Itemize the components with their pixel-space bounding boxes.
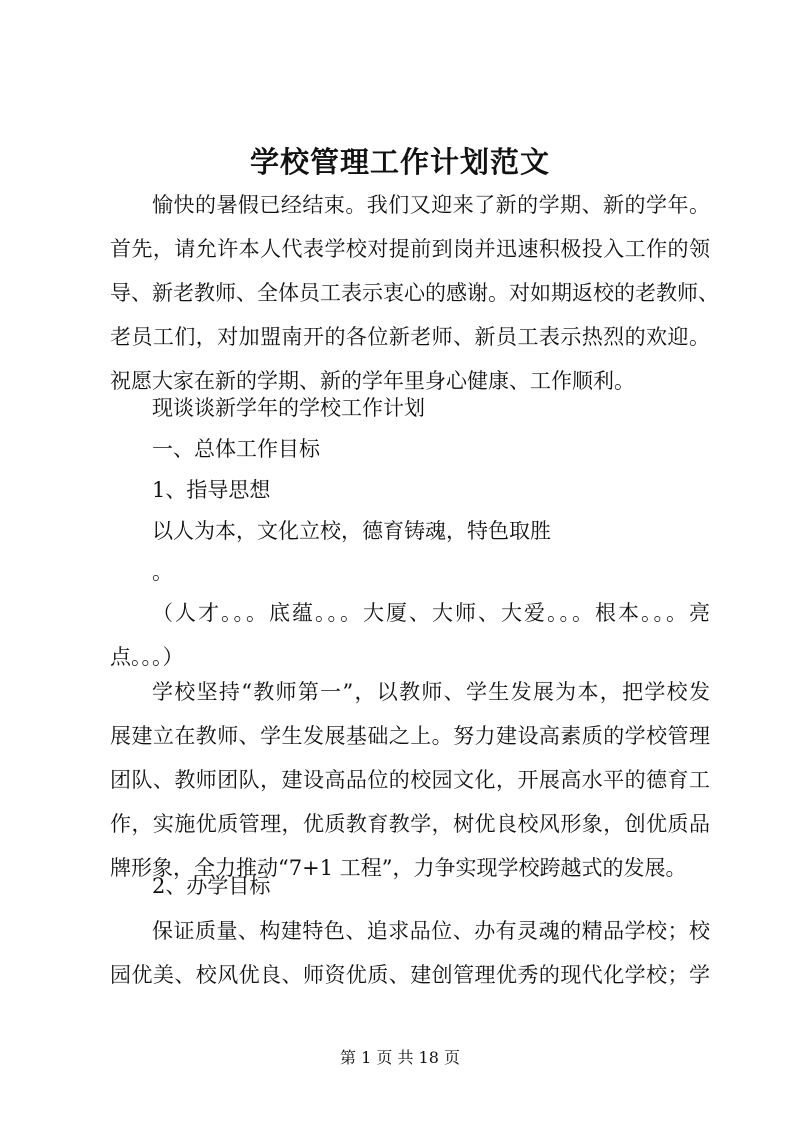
text-line: 点。。。） [110, 645, 184, 669]
section-heading [110, 427, 710, 471]
text-line: 学校坚持“教师第一”，以教师、学生发展为本，把学校发 [152, 680, 710, 704]
text-line: 。 [152, 560, 173, 584]
paragraph [110, 550, 710, 594]
text-line: 2、办学目标 [152, 874, 271, 898]
text-line: 1、指导思想 [152, 478, 271, 502]
text-line: 愉快的暑假已经结束。我们又迎来了新的学期、新的学年。 [152, 193, 710, 217]
text-line: 牌形象，全力推动“7+1 工程”，力争实现学校跨越式的发展。 [110, 856, 687, 880]
text-line: （人才。。。底蕴。。。大厦、大师、大爱。。。根本。。。亮 [152, 601, 710, 625]
paragraph [110, 909, 710, 997]
text-line: 作，实施优质管理，优质教育教学，树优良校风形象，创优质品 [110, 812, 710, 836]
document-title: 学校管理工作计划范文 [249, 145, 550, 179]
paragraph [110, 183, 719, 403]
subsection-heading [110, 468, 710, 512]
text-line: 团队、教师团队，建设高品位的校园文化，开展高水平的德育工 [110, 768, 710, 792]
text-line: 导、新老教师、全体员工表示衷心的感谢。对如期返校的老教师、 [110, 281, 719, 305]
text-line: 现谈谈新学年的学校工作计划 [152, 396, 425, 420]
text-line: 祝愿大家在新的学期、新的学年里身心健康、工作顺利。 [110, 369, 635, 393]
text-line: 展建立在教师、学生发展基础之上。努力建设高素质的学校管理 [110, 724, 710, 748]
subsection-heading [110, 864, 710, 908]
text-line: 以人为本，文化立校，德育铸魂，特色取胜 [152, 519, 551, 543]
text-line: 首先，请允许本人代表学校对提前到岗并迅速积极投入工作的领 [110, 237, 710, 261]
paragraph [110, 591, 710, 679]
paragraph [110, 386, 710, 430]
paragraph [110, 509, 710, 553]
text-line: 老员工们，对加盟南开的各位新老师、新员工表示热烈的欢迎。 [110, 325, 710, 349]
page-footer: 第 1 页 共 18 页 [340, 1048, 460, 1067]
text-line: 一、总体工作目标 [152, 437, 320, 461]
text-line: 园优美、校风优良、师资优质、建创管理优秀的现代化学校；学 [110, 963, 710, 987]
text-line: 保证质量、构建特色、追求品位、办有灵魂的精品学校；校 [152, 919, 710, 943]
paragraph [110, 670, 710, 890]
